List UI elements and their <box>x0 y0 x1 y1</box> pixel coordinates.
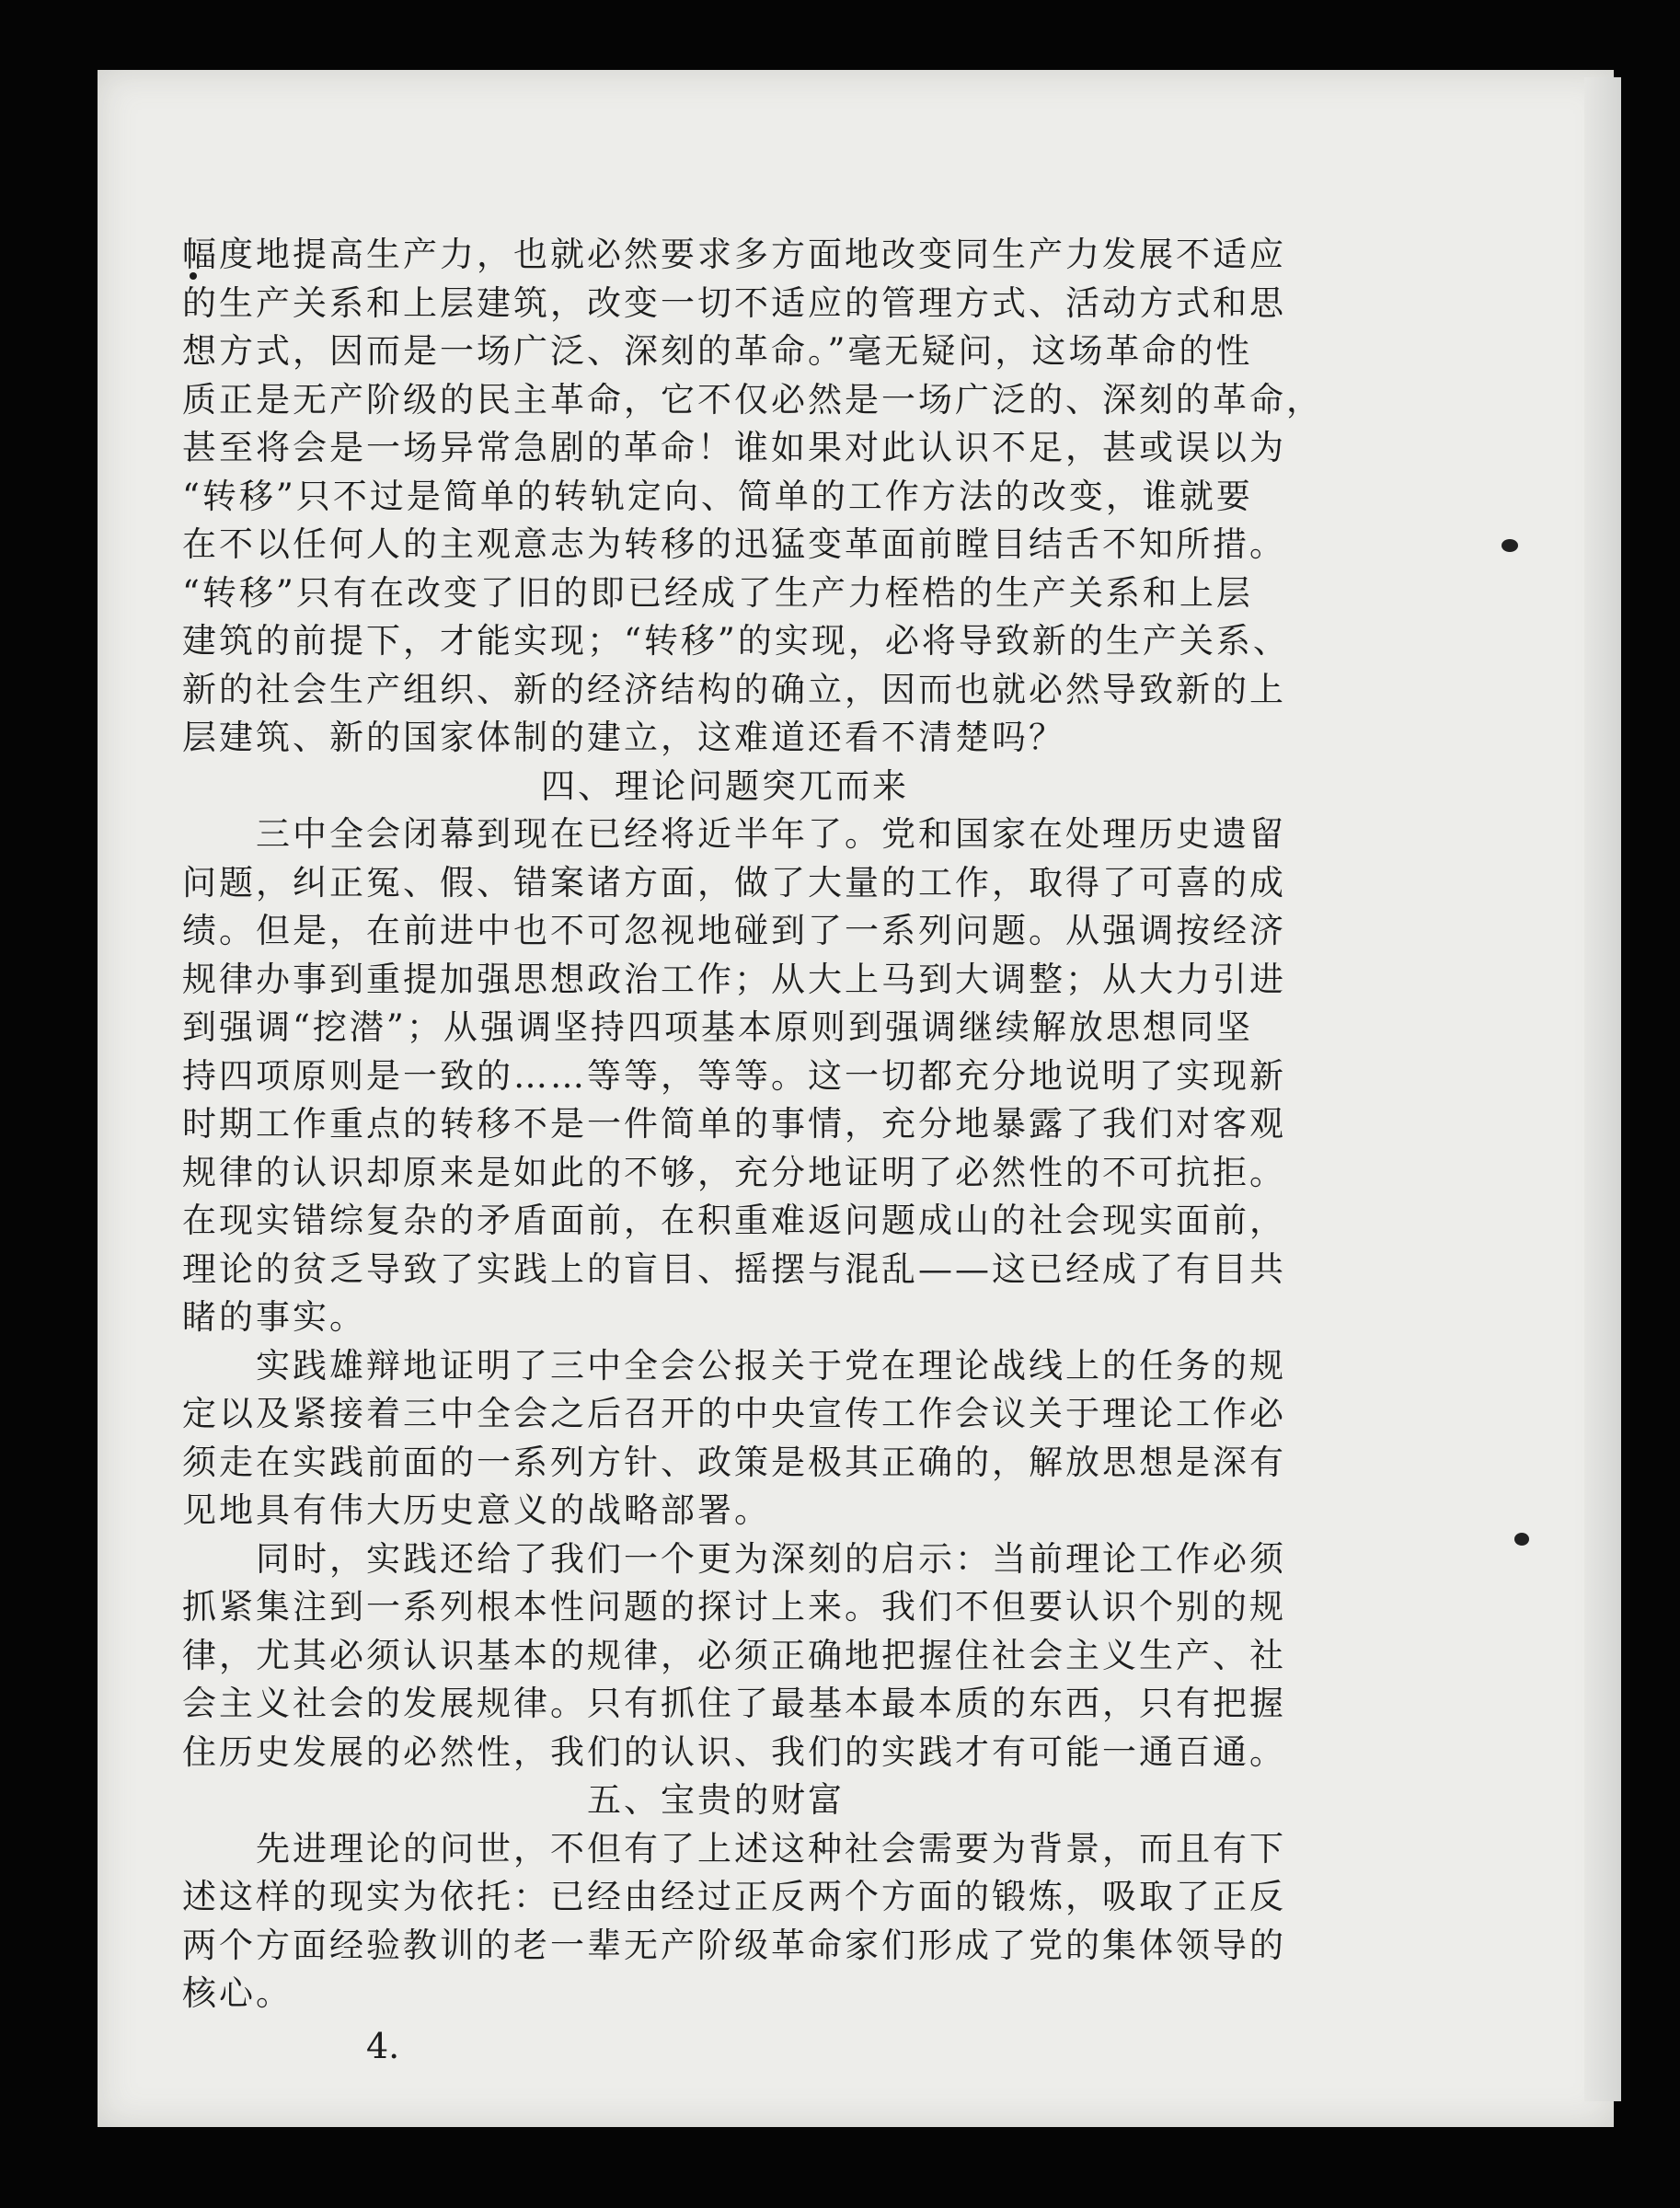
text-line: 同时，实践还给了我们一个更为深刻的启示：当前理论工作必须 <box>256 1538 1286 1579</box>
text-line: 定以及紧接着三中全会之后召开的中央宣传工作会议关于理论工作必 <box>182 1394 1286 1433</box>
page-number: 4. <box>366 2026 400 2066</box>
text-line: 抓紧集注到一系列根本性问题的探讨上来。我们不但要认识个别的规 <box>182 1587 1286 1627</box>
text-line: 述这样的现实为依托：已经由经过正反两个方面的锻炼，吸取了正反 <box>182 1877 1286 1916</box>
text-line: 幅度地提高生产力，也就必然要求多方面地改变同生产力发展不适应 <box>182 235 1286 274</box>
text-line: “转移”只不过是简单的转轨定向、简单的工作方法的改变，谁就要 <box>182 476 1253 516</box>
text-line: 先进理论的问世，不但有了上述这种社会需要为背景，而且有下 <box>256 1828 1286 1869</box>
text-line: 质正是无产阶级的民主革命，它不仅必然是一场广泛的、深刻的革命， <box>182 379 1323 420</box>
document-page <box>98 70 1614 2127</box>
text-line: 律，尤其必须认识基本的规律，必须正确地把握住社会主义生产、社 <box>182 1635 1286 1675</box>
text-line: 须走在实践前面的一系列方针、政策是极其正确的，解放思想是深有 <box>182 1442 1286 1482</box>
text-line: 规律办事到重提加强思想政治工作；从大上马到大调整；从大力引进 <box>182 959 1286 999</box>
text-line: 理论的贫乏导致了实践上的盲目、摇摆与混乱——这已经成了有目共 <box>182 1248 1286 1289</box>
text-line: 想方式，因而是一场广泛、深刻的革命。”毫无疑问，这场革命的性 <box>182 331 1253 371</box>
text-line: 会主义社会的发展规律。只有抓住了最基本最本质的东西，只有把握 <box>182 1684 1286 1723</box>
document-body <box>182 231 1470 2018</box>
text-line: 新的社会生产组织、新的经济结构的确立，因而也就必然导致新的上 <box>182 669 1286 709</box>
page-edge <box>1584 77 1621 2101</box>
section-heading: 五、宝贵的财富 <box>587 1780 845 1820</box>
text-line: 三中全会闭幕到现在已经将近半年了。党和国家在处理历史遗留 <box>256 814 1286 854</box>
text-line: 规律的认识却原来是如此的不够，充分地证明了必然性的不可抗拒。 <box>182 1152 1286 1192</box>
ink-speck <box>1514 1533 1529 1546</box>
text-line: 时期工作重点的转移不是一件简单的事情，充分地暴露了我们对客观 <box>182 1104 1286 1144</box>
ink-speck <box>1502 539 1518 552</box>
text-line: 到强调“挖潜”；从强调坚持四项基本原则到强调继续解放思想同坚 <box>182 1007 1253 1047</box>
text-line: 持四项原则是一致的……等等，等等。这一切都充分地说明了实现新 <box>182 1055 1286 1096</box>
text-line: 睹的事实。 <box>182 1297 366 1337</box>
text-line: 核心。 <box>182 1973 293 2013</box>
section-heading: 四、理论问题突兀而来 <box>541 765 909 806</box>
text-line: 在不以任何人的主观意志为转移的迅猛变革面前瞠目结舌不知所措。 <box>182 524 1286 564</box>
text-line: 甚至将会是一场异常急剧的革命！谁如果对此认识不足，甚或误以为 <box>182 428 1286 467</box>
text-line: 两个方面经验教训的老一辈无产阶级革命家们形成了党的集体领导的 <box>182 1925 1286 1965</box>
text-line: 见地具有伟大历史意义的战略部署。 <box>182 1490 771 1530</box>
text-line: “转移”只有在改变了旧的即已经成了生产力桎梏的生产关系和上层 <box>182 572 1253 613</box>
text-line: 绩。但是，在前进中也不可忽视地碰到了一系列问题。从强调按经济 <box>182 911 1286 950</box>
text-line: 的生产关系和上层建筑，改变一切不适应的管理方式、活动方式和思 <box>182 282 1286 323</box>
text-line: 建筑的前提下，才能实现；“转移”的实现，必将导致新的生产关系、 <box>182 621 1290 661</box>
text-line: 实践雄辩地证明了三中全会公报关于党在理论战线上的任务的规 <box>256 1345 1286 1386</box>
text-line: 在现实错综复杂的矛盾面前，在积重难返问题成山的社会现实面前， <box>182 1201 1286 1240</box>
text-line: 层建筑、新的国家体制的建立，这难道还看不清楚吗？ <box>182 718 1065 757</box>
text-line: 问题，纠正冤、假、错案诸方面，做了大量的工作，取得了可喜的成 <box>182 862 1286 903</box>
text-line: 住历史发展的必然性，我们的认识、我们的实践才有可能一通百通。 <box>182 1731 1286 1772</box>
